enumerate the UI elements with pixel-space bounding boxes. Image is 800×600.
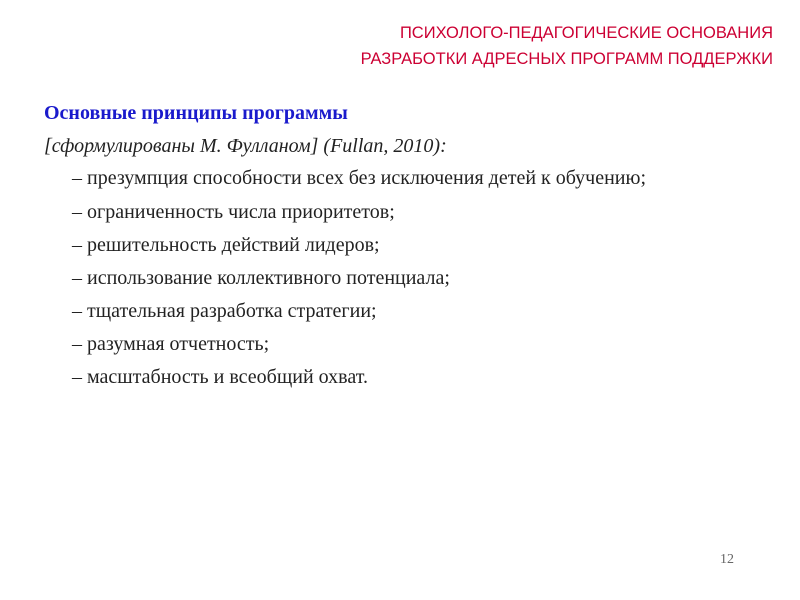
list-item: – презумпция способности всех без исключения детей к обучению;: [72, 167, 646, 189]
list-item: – ограниченность числа приоритетов;: [72, 201, 395, 223]
principles-heading: Основные принципы программы: [44, 102, 348, 124]
list-item: – масштабность и всеобщий охват.: [72, 366, 368, 388]
list-item: – использование коллективного потенциала;: [72, 267, 450, 289]
list-item: – решительность действий лидеров;: [72, 234, 380, 256]
slide-title: [361, 20, 773, 72]
slide-content: [44, 97, 764, 394]
list-item: – разумная отчетность;: [72, 333, 270, 355]
slide-title-line-2: РАЗРАБОТКИ АДРЕСНЫХ ПРОГРАММ ПОДДЕРЖКИ: [360, 50, 773, 68]
page-number: 12: [720, 552, 734, 567]
slide-title-line-1: ПСИХОЛОГО-ПЕДАГОГИЧЕСКИЕ ОСНОВАНИЯ: [399, 24, 773, 42]
list-item: – тщательная разработка стратегии;: [72, 300, 377, 322]
principles-source: [сформулированы М. Фулланом] (Fullan, 2010):: [44, 135, 447, 157]
